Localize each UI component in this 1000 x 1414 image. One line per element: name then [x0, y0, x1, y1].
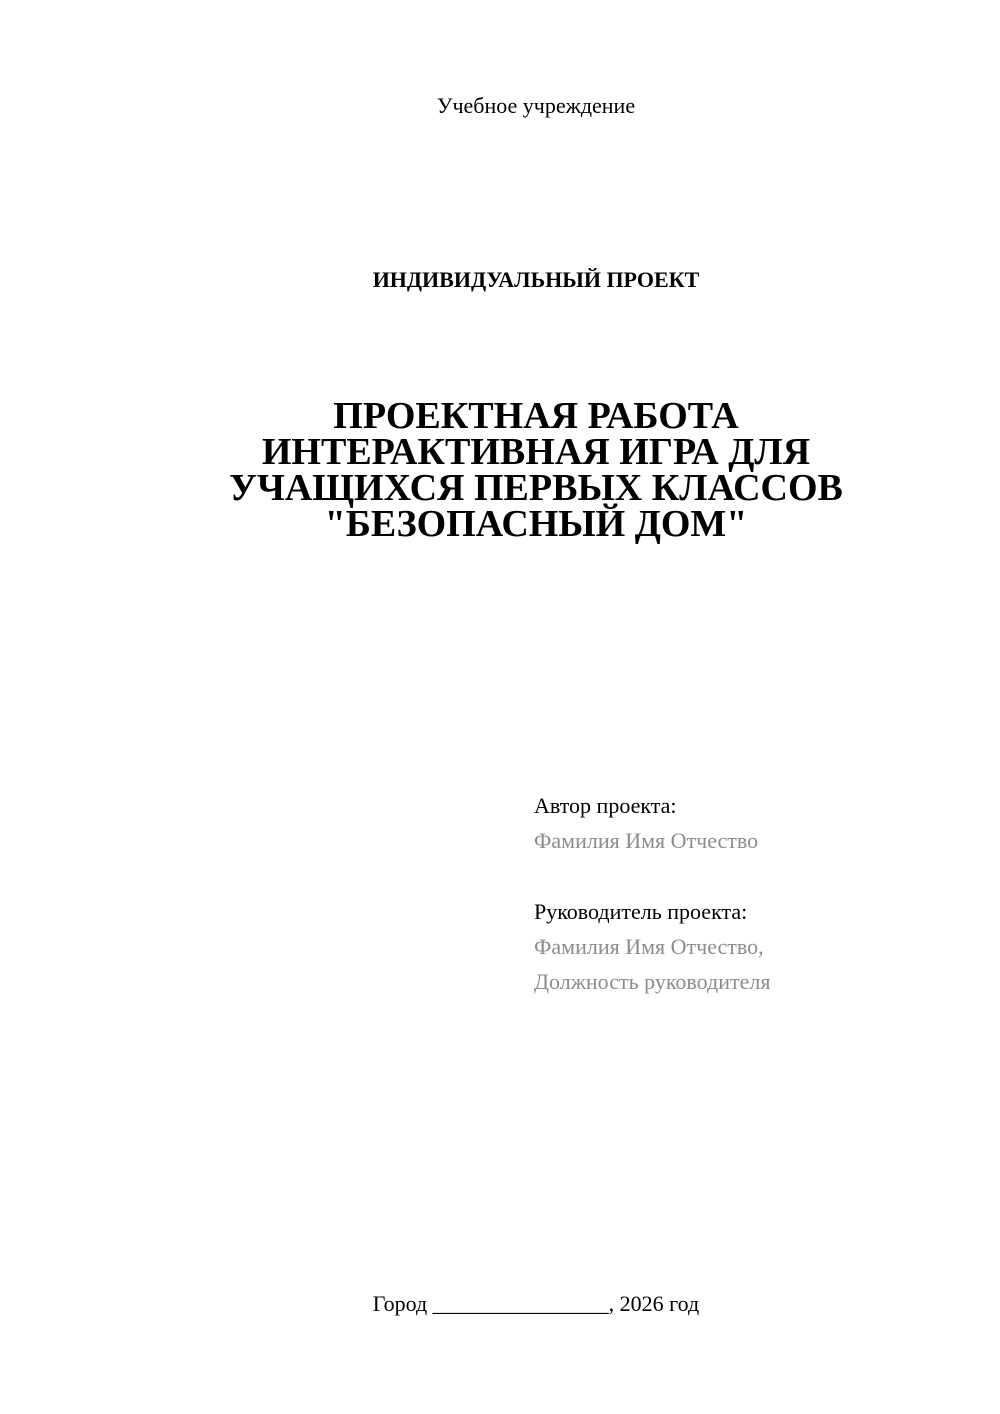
city-year-line: Город ________________, 2026 год: [372, 1291, 700, 1316]
institution-name: Учебное учреждение: [436, 93, 636, 118]
project-type-heading: ИНДИВИДУАЛЬНЫЙ ПРОЕКТ: [372, 267, 700, 292]
supervisor-label: Руководитель проекта:: [534, 899, 748, 924]
project-title: [0, 395, 1000, 545]
supervisor-position-placeholder: Должность руководителя: [534, 969, 771, 994]
supervisor-name-placeholder: Фамилия Имя Отчество,: [534, 934, 764, 959]
author-label: Автор проекта:: [534, 793, 677, 818]
info-spacer: [534, 858, 974, 894]
title-line-1: ПРОЕКТНАЯ РАБОТА: [333, 395, 739, 437]
title-line-2: ИНТЕРАКТИВНАЯ ИГРА ДЛЯ: [261, 431, 811, 473]
author-name-placeholder: Фамилия Имя Отчество: [534, 828, 759, 853]
project-info: [534, 788, 974, 999]
title-line-4: "БЕЗОПАСНЫЙ ДОМ": [324, 503, 748, 545]
title-line-3: УЧАЩИХСЯ ПЕРВЫХ КЛАССОВ: [229, 467, 843, 509]
